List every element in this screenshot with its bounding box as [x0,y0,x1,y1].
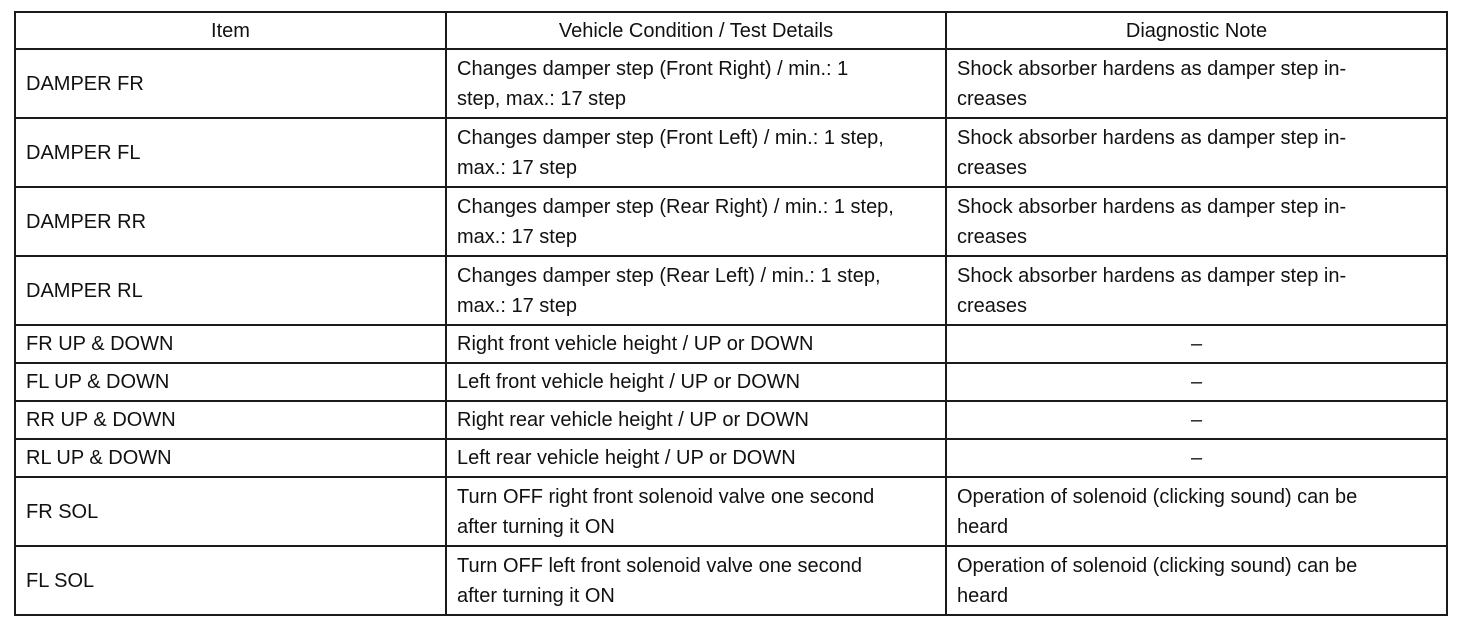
table-row [15,401,1447,439]
table-row [15,118,1447,187]
cell-note: – [946,325,1447,363]
table-row [15,546,1447,615]
cell-condition: Left front vehicle height / UP or DOWN [446,363,946,401]
cell-item: FL UP & DOWN [15,363,446,401]
diagnostic-table-container [14,11,1448,616]
cell-note: Shock absorber hardens as damper step in- creases [946,256,1447,325]
cell-item: FL SOL [15,546,446,615]
cell-note: Shock absorber hardens as damper step in- creases [946,118,1447,187]
cell-note: – [946,401,1447,439]
table-row [15,187,1447,256]
cell-item: RR UP & DOWN [15,401,446,439]
table-row [15,256,1447,325]
cell-condition: Changes damper step (Rear Right) / min.: 1 step, max.: 17 step [446,187,946,256]
cell-condition: Left rear vehicle height / UP or DOWN [446,439,946,477]
cell-condition: Turn OFF right front solenoid valve one second after turning it ON [446,477,946,546]
header-condition: Vehicle Condition / Test Details [446,12,946,49]
cell-item: RL UP & DOWN [15,439,446,477]
cell-condition: Turn OFF left front solenoid valve one second after turning it ON [446,546,946,615]
header-note: Diagnostic Note [946,12,1447,49]
cell-note: Operation of solenoid (clicking sound) can be heard [946,546,1447,615]
cell-item: DAMPER FL [15,118,446,187]
cell-note: – [946,363,1447,401]
cell-condition: Right front vehicle height / UP or DOWN [446,325,946,363]
cell-note: Shock absorber hardens as damper step in- creases [946,49,1447,118]
table-header-row [15,12,1447,49]
cell-condition: Right rear vehicle height / UP or DOWN [446,401,946,439]
cell-item: DAMPER FR [15,49,446,118]
cell-note: – [946,439,1447,477]
header-item: Item [15,12,446,49]
table-row [15,363,1447,401]
table-row [15,439,1447,477]
table-row [15,477,1447,546]
active-test-table [14,11,1448,616]
cell-item: DAMPER RL [15,256,446,325]
cell-item: FR SOL [15,477,446,546]
cell-item: DAMPER RR [15,187,446,256]
table-row [15,49,1447,118]
cell-note: Shock absorber hardens as damper step in- creases [946,187,1447,256]
cell-condition: Changes damper step (Front Left) / min.: 1 step, max.: 17 step [446,118,946,187]
cell-condition: Changes damper step (Rear Left) / min.: 1 step, max.: 17 step [446,256,946,325]
cell-note: Operation of solenoid (clicking sound) can be heard [946,477,1447,546]
cell-condition: Changes damper step (Front Right) / min.: 1 step, max.: 17 step [446,49,946,118]
table-row [15,325,1447,363]
cell-item: FR UP & DOWN [15,325,446,363]
